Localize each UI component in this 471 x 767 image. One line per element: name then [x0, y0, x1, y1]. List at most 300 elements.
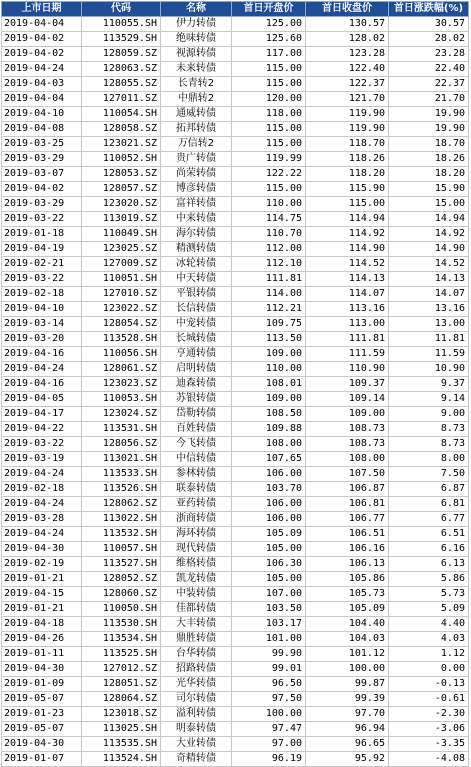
listing-date-cell: 2019-04-24: [2, 467, 82, 482]
name-cell: 迪森转债: [161, 377, 232, 392]
name-cell: 大业转债: [161, 737, 232, 752]
table-row: [2, 722, 469, 737]
name-cell: 司尔转债: [161, 692, 232, 707]
close-price-cell: 108.73: [306, 422, 389, 437]
code-cell: 113021.SH: [82, 452, 161, 467]
close-price-cell: 118.26: [306, 152, 389, 167]
close-price-cell: 121.70: [306, 92, 389, 107]
listing-date-cell: 2019-04-05: [2, 392, 82, 407]
listing-date-cell: 2019-05-07: [2, 722, 82, 737]
code-cell: 113019.SZ: [82, 212, 161, 227]
listing-date-cell: 2019-03-22: [2, 212, 82, 227]
code-cell: 123022.SZ: [82, 302, 161, 317]
name-cell: 富祥转债: [161, 197, 232, 212]
header-first-day-open: 首日开盘价: [232, 2, 306, 17]
code-cell: 110053.SH: [82, 392, 161, 407]
open-price-cell: 115.00: [232, 182, 306, 197]
listing-date-cell: 2019-03-14: [2, 317, 82, 332]
close-price-cell: 114.07: [306, 287, 389, 302]
name-cell: 贵广转债: [161, 152, 232, 167]
listing-date-cell: 2019-04-17: [2, 407, 82, 422]
table-row: [2, 152, 469, 167]
listing-date-cell: 2019-04-04: [2, 17, 82, 32]
listing-date-cell: 2019-03-29: [2, 197, 82, 212]
code-cell: 123024.SZ: [82, 407, 161, 422]
change-cell: -4.08: [389, 752, 469, 767]
code-cell: 110057.SH: [82, 542, 161, 557]
table-row: [2, 122, 469, 137]
close-price-cell: 111.81: [306, 332, 389, 347]
open-price-cell: 108.01: [232, 377, 306, 392]
close-price-cell: 115.00: [306, 197, 389, 212]
table-row: [2, 557, 469, 572]
open-price-cell: 109.00: [232, 392, 306, 407]
name-cell: 联泰转债: [161, 482, 232, 497]
table-row: [2, 362, 469, 377]
change-cell: -0.13: [389, 677, 469, 692]
code-cell: 110055.SH: [82, 17, 161, 32]
listing-date-cell: 2019-04-24: [2, 497, 82, 512]
listing-date-cell: 2019-04-30: [2, 737, 82, 752]
listing-date-cell: 2019-04-02: [2, 182, 82, 197]
name-cell: 佳都转债: [161, 602, 232, 617]
close-price-cell: 99.87: [306, 677, 389, 692]
table-row: [2, 632, 469, 647]
open-price-cell: 119.99: [232, 152, 306, 167]
change-cell: 23.28: [389, 47, 469, 62]
change-cell: 30.57: [389, 17, 469, 32]
name-cell: 通威转债: [161, 107, 232, 122]
listing-date-cell: 2019-04-24: [2, 527, 82, 542]
change-cell: 9.00: [389, 407, 469, 422]
table-row: [2, 137, 469, 152]
name-cell: 启明转债: [161, 362, 232, 377]
name-cell: 尚荣转债: [161, 167, 232, 182]
open-price-cell: 110.00: [232, 362, 306, 377]
table-row: [2, 677, 469, 692]
name-cell: 精测转债: [161, 242, 232, 257]
open-price-cell: 115.00: [232, 122, 306, 137]
code-cell: 110051.SH: [82, 272, 161, 287]
name-cell: 平银转债: [161, 287, 232, 302]
open-price-cell: 118.00: [232, 107, 306, 122]
close-price-cell: 108.73: [306, 437, 389, 452]
table-body: [2, 17, 469, 767]
listing-date-cell: 2019-04-24: [2, 62, 82, 77]
name-cell: 岱勒转债: [161, 407, 232, 422]
name-cell: 维格转债: [161, 557, 232, 572]
header-name: 名称: [161, 2, 232, 17]
close-price-cell: 110.90: [306, 362, 389, 377]
name-cell: 拓邦转债: [161, 122, 232, 137]
code-cell: 113528.SH: [82, 332, 161, 347]
code-cell: 113535.SH: [82, 737, 161, 752]
table-row: [2, 422, 469, 437]
code-cell: 110050.SH: [82, 602, 161, 617]
open-price-cell: 100.00: [232, 707, 306, 722]
code-cell: 113025.SH: [82, 722, 161, 737]
open-price-cell: 97.00: [232, 737, 306, 752]
close-price-cell: 118.70: [306, 137, 389, 152]
listing-date-cell: 2019-04-19: [2, 242, 82, 257]
listing-date-cell: 2019-01-11: [2, 647, 82, 662]
close-price-cell: 97.70: [306, 707, 389, 722]
change-cell: 28.02: [389, 32, 469, 47]
name-cell: 现代转债: [161, 542, 232, 557]
code-cell: 128061.SZ: [82, 362, 161, 377]
name-cell: 中来转债: [161, 212, 232, 227]
table-row: [2, 212, 469, 227]
open-price-cell: 112.10: [232, 257, 306, 272]
close-price-cell: 106.81: [306, 497, 389, 512]
open-price-cell: 125.60: [232, 32, 306, 47]
change-cell: 9.37: [389, 377, 469, 392]
table-row: [2, 167, 469, 182]
open-price-cell: 96.19: [232, 752, 306, 767]
table-row: [2, 107, 469, 122]
open-price-cell: 108.50: [232, 407, 306, 422]
change-cell: 14.90: [389, 242, 469, 257]
close-price-cell: 106.16: [306, 542, 389, 557]
change-cell: 6.16: [389, 542, 469, 557]
table-row: [2, 32, 469, 47]
listing-date-cell: 2019-04-10: [2, 107, 82, 122]
close-price-cell: 104.40: [306, 617, 389, 632]
table-row: [2, 77, 469, 92]
listing-date-cell: 2019-04-16: [2, 347, 82, 362]
close-price-cell: 104.03: [306, 632, 389, 647]
close-price-cell: 114.52: [306, 257, 389, 272]
open-price-cell: 109.88: [232, 422, 306, 437]
open-price-cell: 112.00: [232, 242, 306, 257]
table-row: [2, 62, 469, 77]
change-cell: 6.77: [389, 512, 469, 527]
code-cell: 128055.SZ: [82, 77, 161, 92]
code-cell: 128063.SZ: [82, 62, 161, 77]
table-row: [2, 257, 469, 272]
name-cell: 万信转2: [161, 137, 232, 152]
name-cell: 绝味转债: [161, 32, 232, 47]
name-cell: 中信转债: [161, 452, 232, 467]
open-price-cell: 110.70: [232, 227, 306, 242]
close-price-cell: 130.57: [306, 17, 389, 32]
open-price-cell: 97.47: [232, 722, 306, 737]
name-cell: 长信转债: [161, 302, 232, 317]
close-price-cell: 119.90: [306, 122, 389, 137]
code-cell: 128052.SZ: [82, 572, 161, 587]
name-cell: 苏银转债: [161, 392, 232, 407]
listing-date-cell: 2019-04-02: [2, 47, 82, 62]
table-row: [2, 707, 469, 722]
open-price-cell: 109.00: [232, 347, 306, 362]
listing-date-cell: 2019-01-23: [2, 707, 82, 722]
close-price-cell: 105.73: [306, 587, 389, 602]
code-cell: 128054.SZ: [82, 317, 161, 332]
change-cell: 14.92: [389, 227, 469, 242]
code-cell: 123021.SZ: [82, 137, 161, 152]
table-row: [2, 437, 469, 452]
open-price-cell: 113.50: [232, 332, 306, 347]
header-listing-date: 上市日期: [2, 2, 82, 17]
close-price-cell: 108.00: [306, 452, 389, 467]
name-cell: 海环转债: [161, 527, 232, 542]
name-cell: 长城转债: [161, 332, 232, 347]
change-cell: -3.35: [389, 737, 469, 752]
listing-date-cell: 2019-01-21: [2, 602, 82, 617]
close-price-cell: 109.14: [306, 392, 389, 407]
table-row: [2, 92, 469, 107]
table-row: [2, 197, 469, 212]
change-cell: 18.20: [389, 167, 469, 182]
name-cell: 台华转债: [161, 647, 232, 662]
change-cell: -0.61: [389, 692, 469, 707]
close-price-cell: 96.94: [306, 722, 389, 737]
listing-date-cell: 2019-03-22: [2, 272, 82, 287]
code-cell: 123023.SZ: [82, 377, 161, 392]
close-price-cell: 119.90: [306, 107, 389, 122]
change-cell: 15.00: [389, 197, 469, 212]
name-cell: 中宠转债: [161, 317, 232, 332]
close-price-cell: 101.12: [306, 647, 389, 662]
change-cell: 22.37: [389, 77, 469, 92]
listing-date-cell: 2019-03-07: [2, 167, 82, 182]
code-cell: 128060.SZ: [82, 587, 161, 602]
table-row: [2, 482, 469, 497]
code-cell: 113532.SH: [82, 527, 161, 542]
code-cell: 110054.SH: [82, 107, 161, 122]
name-cell: 今飞转债: [161, 437, 232, 452]
open-price-cell: 97.50: [232, 692, 306, 707]
listing-date-cell: 2019-04-22: [2, 422, 82, 437]
close-price-cell: 128.02: [306, 32, 389, 47]
change-cell: 4.40: [389, 617, 469, 632]
change-cell: 14.52: [389, 257, 469, 272]
code-cell: 123020.SZ: [82, 197, 161, 212]
code-cell: 127012.SZ: [82, 662, 161, 677]
open-price-cell: 120.00: [232, 92, 306, 107]
open-price-cell: 117.00: [232, 47, 306, 62]
listing-date-cell: 2019-04-15: [2, 587, 82, 602]
open-price-cell: 105.00: [232, 572, 306, 587]
table-row: [2, 242, 469, 257]
close-price-cell: 95.92: [306, 752, 389, 767]
close-price-cell: 122.37: [306, 77, 389, 92]
code-cell: 113531.SH: [82, 422, 161, 437]
listing-date-cell: 2019-04-30: [2, 542, 82, 557]
change-cell: 6.13: [389, 557, 469, 572]
listing-date-cell: 2019-04-03: [2, 77, 82, 92]
listing-date-cell: 2019-02-21: [2, 257, 82, 272]
name-cell: 长青转2: [161, 77, 232, 92]
open-price-cell: 109.75: [232, 317, 306, 332]
code-cell: 123018.SZ: [82, 707, 161, 722]
close-price-cell: 99.39: [306, 692, 389, 707]
open-price-cell: 114.00: [232, 287, 306, 302]
open-price-cell: 108.00: [232, 437, 306, 452]
table-row: [2, 587, 469, 602]
close-price-cell: 106.51: [306, 527, 389, 542]
close-price-cell: 107.50: [306, 467, 389, 482]
table-row: [2, 392, 469, 407]
listing-date-cell: 2019-03-29: [2, 152, 82, 167]
open-price-cell: 106.00: [232, 467, 306, 482]
open-price-cell: 112.21: [232, 302, 306, 317]
change-cell: 4.03: [389, 632, 469, 647]
close-price-cell: 114.13: [306, 272, 389, 287]
open-price-cell: 99.90: [232, 647, 306, 662]
listing-date-cell: 2019-02-18: [2, 287, 82, 302]
change-cell: 14.13: [389, 272, 469, 287]
listing-date-cell: 2019-04-08: [2, 122, 82, 137]
close-price-cell: 105.09: [306, 602, 389, 617]
change-cell: 8.73: [389, 437, 469, 452]
table-row: [2, 542, 469, 557]
name-cell: 中天转债: [161, 272, 232, 287]
close-price-cell: 109.37: [306, 377, 389, 392]
listing-date-cell: 2019-04-26: [2, 632, 82, 647]
table-row: [2, 647, 469, 662]
change-cell: 14.07: [389, 287, 469, 302]
table-row: [2, 452, 469, 467]
listing-date-cell: 2019-03-25: [2, 137, 82, 152]
name-cell: 中装转债: [161, 587, 232, 602]
change-cell: 8.00: [389, 452, 469, 467]
table-row: [2, 512, 469, 527]
listing-date-cell: 2019-04-24: [2, 362, 82, 377]
change-cell: 11.81: [389, 332, 469, 347]
header-first-day-change: 首日涨跌幅(%): [389, 2, 469, 17]
change-cell: 8.73: [389, 422, 469, 437]
name-cell: 奇精转债: [161, 752, 232, 767]
table-row: [2, 662, 469, 677]
open-price-cell: 103.70: [232, 482, 306, 497]
open-price-cell: 106.00: [232, 497, 306, 512]
name-cell: 博彦转债: [161, 182, 232, 197]
change-cell: 5.86: [389, 572, 469, 587]
change-cell: 18.70: [389, 137, 469, 152]
listing-date-cell: 2019-04-16: [2, 377, 82, 392]
open-price-cell: 107.00: [232, 587, 306, 602]
close-price-cell: 115.90: [306, 182, 389, 197]
name-cell: 浙商转债: [161, 512, 232, 527]
table-row: [2, 182, 469, 197]
change-cell: 22.40: [389, 62, 469, 77]
name-cell: 明泰转债: [161, 722, 232, 737]
code-cell: 128062.SZ: [82, 497, 161, 512]
change-cell: 10.90: [389, 362, 469, 377]
listing-date-cell: 2019-04-02: [2, 32, 82, 47]
code-cell: 110049.SH: [82, 227, 161, 242]
close-price-cell: 113.00: [306, 317, 389, 332]
close-price-cell: 100.00: [306, 662, 389, 677]
table-row: [2, 467, 469, 482]
table-row: [2, 602, 469, 617]
close-price-cell: 118.20: [306, 167, 389, 182]
close-price-cell: 113.16: [306, 302, 389, 317]
close-price-cell: 106.77: [306, 512, 389, 527]
code-cell: 128056.SZ: [82, 437, 161, 452]
open-price-cell: 115.00: [232, 77, 306, 92]
listing-date-cell: 2019-01-07: [2, 752, 82, 767]
change-cell: 9.14: [389, 392, 469, 407]
name-cell: 光华转债: [161, 677, 232, 692]
name-cell: 视源转债: [161, 47, 232, 62]
close-price-cell: 114.92: [306, 227, 389, 242]
open-price-cell: 101.00: [232, 632, 306, 647]
open-price-cell: 125.00: [232, 17, 306, 32]
code-cell: 113527.SH: [82, 557, 161, 572]
name-cell: 冰轮转债: [161, 257, 232, 272]
open-price-cell: 115.00: [232, 62, 306, 77]
close-price-cell: 111.59: [306, 347, 389, 362]
code-cell: 110052.SH: [82, 152, 161, 167]
table-row: [2, 302, 469, 317]
change-cell: 5.09: [389, 602, 469, 617]
table-row: [2, 497, 469, 512]
code-cell: 128053.SZ: [82, 167, 161, 182]
close-price-cell: 123.28: [306, 47, 389, 62]
code-cell: 127011.SZ: [82, 92, 161, 107]
change-cell: 21.70: [389, 92, 469, 107]
change-cell: 6.87: [389, 482, 469, 497]
code-cell: 113022.SH: [82, 512, 161, 527]
open-price-cell: 122.22: [232, 167, 306, 182]
name-cell: 参林转债: [161, 467, 232, 482]
close-price-cell: 114.90: [306, 242, 389, 257]
table-row: [2, 617, 469, 632]
change-cell: -2.30: [389, 707, 469, 722]
table-row: [2, 737, 469, 752]
change-cell: 1.12: [389, 647, 469, 662]
table-row: [2, 572, 469, 587]
close-price-cell: 109.00: [306, 407, 389, 422]
change-cell: -3.06: [389, 722, 469, 737]
code-cell: 113534.SH: [82, 632, 161, 647]
table-row: [2, 287, 469, 302]
table-row: [2, 272, 469, 287]
open-price-cell: 106.30: [232, 557, 306, 572]
name-cell: 未来转债: [161, 62, 232, 77]
open-price-cell: 115.00: [232, 137, 306, 152]
code-cell: 110056.SH: [82, 347, 161, 362]
table-row: [2, 347, 469, 362]
name-cell: 大丰转债: [161, 617, 232, 632]
change-cell: 13.00: [389, 317, 469, 332]
close-price-cell: 114.94: [306, 212, 389, 227]
listing-date-cell: 2019-01-21: [2, 572, 82, 587]
listing-date-cell: 2019-01-09: [2, 677, 82, 692]
listing-date-cell: 2019-03-19: [2, 452, 82, 467]
open-price-cell: 105.09: [232, 527, 306, 542]
table-row: [2, 752, 469, 767]
table-row: [2, 377, 469, 392]
name-cell: 伊力转债: [161, 17, 232, 32]
name-cell: 海尔转债: [161, 227, 232, 242]
code-cell: 113525.SH: [82, 647, 161, 662]
change-cell: 5.73: [389, 587, 469, 602]
close-price-cell: 106.87: [306, 482, 389, 497]
header-first-day-close: 首日收盘价: [306, 2, 389, 17]
header-code: 代码: [82, 2, 161, 17]
listing-date-cell: 2019-03-22: [2, 437, 82, 452]
name-cell: 百姓转债: [161, 422, 232, 437]
open-price-cell: 96.50: [232, 677, 306, 692]
open-price-cell: 103.17: [232, 617, 306, 632]
open-price-cell: 110.00: [232, 197, 306, 212]
listing-date-cell: 2019-03-28: [2, 512, 82, 527]
listing-date-cell: 2019-04-04: [2, 92, 82, 107]
change-cell: 6.51: [389, 527, 469, 542]
